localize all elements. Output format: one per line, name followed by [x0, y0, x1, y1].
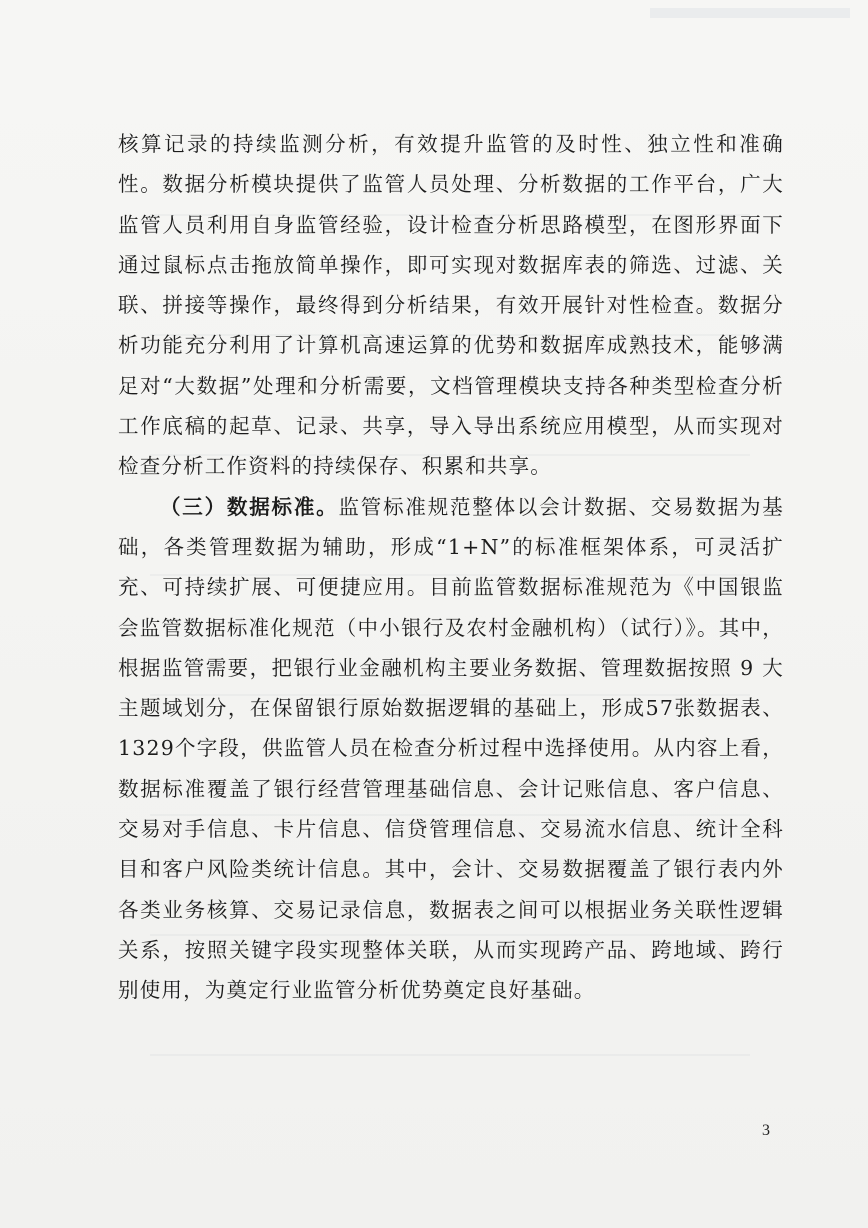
paragraph-text: 监管标准规范整体以会计数据、交易数据为基础，各类管理数据为辅助，形成“1+N”的标准框架体系，可灵活扩充、可持续扩展、可便捷应用。目前监管数据标准规范为《中国银监会监管数据标准化规范（中小银行及农村金融机构）（试行）》。其中，根据监管需要，把银行业金融机构主要业务数据、管理数据按照 9 大主题域划分，在保留银行原始数据逻辑的基础上，形成57张数据表、1329个字段，供监管人员在检查分析过程中选择使用。从内容上看，数据标准覆盖了银行经营管理基础信息、会计记账信息、客户信息、交易对手信息、卡片信息、信贷管理信息、交易流水信息、统计全科目和客户风险类统计信息。其中，会计、交易数据覆盖了银行表内外各类业务核算、交易记录信息，数据表之间可以根据业务关联性逻辑关系，按照关键字段实现整体关联，从而实现跨产品、跨地域、跨行别使用，为奠定行业监管分析优势奠定良好基础。 [118, 494, 785, 1003]
bleed-through-line [150, 1054, 750, 1056]
page-number: 3 [762, 1122, 770, 1139]
scan-edge-strip [650, 8, 850, 18]
paragraph-text: 核算记录的持续监测分析，有效提升监管的及时性、独立性和准确性。数据分析模块提供了监管人员处理、分析数据的工作平台，广大监管人员利用自身监管经验，设计检查分析思路模型，在图形界面下通过鼠标点击拖放简单操作，即可实现对数据库表的筛选、过滤、关联、拼接等操作，最终得到分析结果，有效开展针对性检查。数据分析功能充分利用了计算机高速运算的优势和数据库成熟技术，能够满足对“大数据”处理和分析需要，文档管理模块支持各种类型检查分析工作底稿的起草、记录、共享，导入导出系统应用模型，从而实现对检查分析工作资料的持续保存、积累和共享。 [118, 132, 784, 479]
paragraph-data-standards [118, 487, 784, 1011]
body-text [118, 124, 784, 1011]
section-heading: （三）数据标准。 [160, 494, 339, 519]
paragraph-monitoring-analysis [118, 124, 784, 487]
